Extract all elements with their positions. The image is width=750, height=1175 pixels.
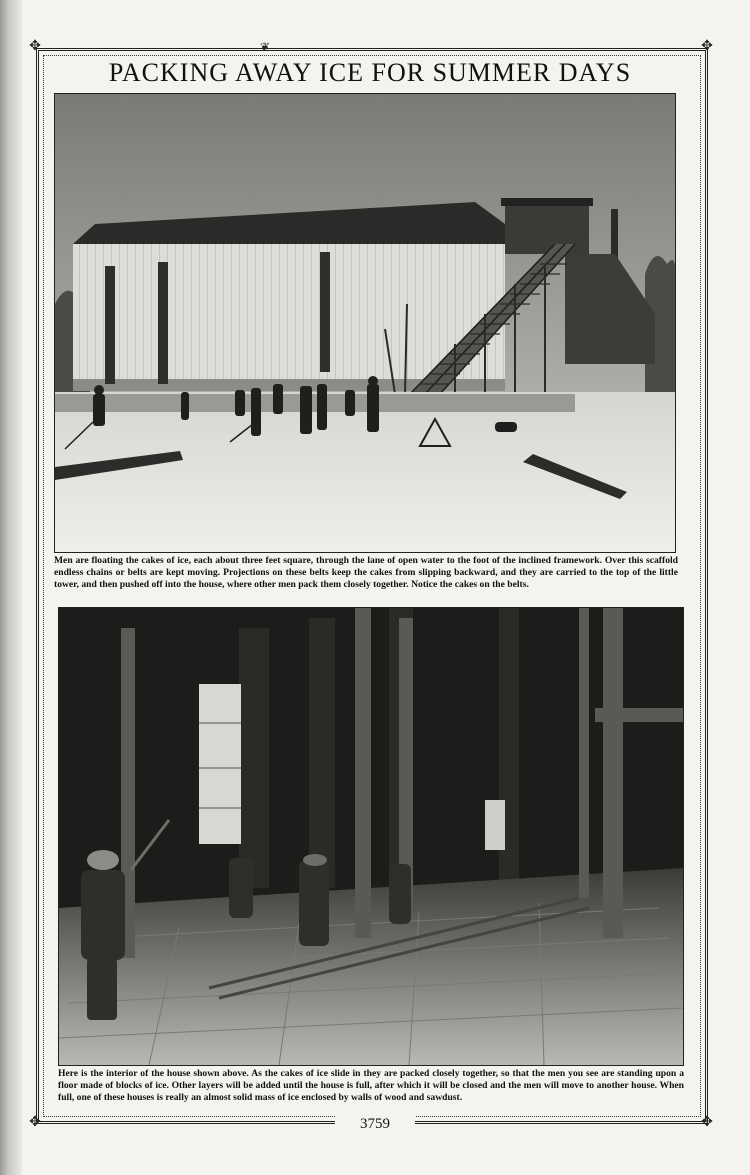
ice-house-exterior-photo	[54, 93, 676, 553]
border-corner-ornament: ✥	[29, 1115, 41, 1130]
page-title: PACKING AWAY ICE FOR SUMMER DAYS	[108, 58, 632, 87]
border-corner-ornament: ✥	[701, 1115, 713, 1130]
top-photo-caption: Men are floating the cakes of ice, each about three feet square, through the lane of open water to the foot of the inclined framework. Over this scaffold endless chains or belts are kept moving. Projections on these belts keep the cakes from slipping backward, and they are carried to the top of the little tower, and then pushed off into the house, where other men pack them closely together. Notice the cakes on the belts.	[54, 555, 678, 590]
border-corner-ornament: ✥	[701, 39, 713, 54]
top-border-ornament: ❦	[259, 40, 271, 54]
border-corner-ornament: ✥	[29, 39, 41, 54]
page-number: 3759	[335, 1116, 415, 1132]
page-gutter-shadow	[0, 0, 22, 1175]
bottom-photo-caption: Here is the interior of the house shown above. As the cakes of ice slide in they are packed closely together, so that the men you see are standing upon a floor made of blocks of ice. Other layers will be added until the house is full, after which it will be closed and the men will move to another house. When full, one of these houses is really an almost solid mass of ice enclosed by walls of wood and sawdust.	[58, 1068, 684, 1103]
ice-house-interior-photo	[58, 607, 684, 1066]
